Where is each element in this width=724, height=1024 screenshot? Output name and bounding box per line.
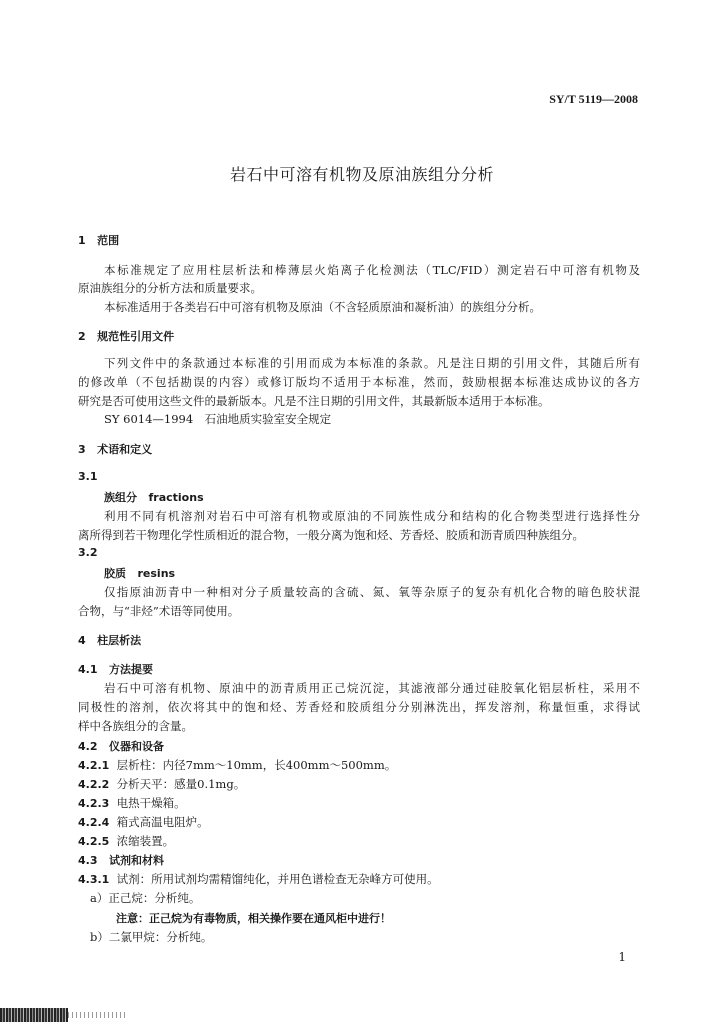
term-name: 族组分 fractions (104, 491, 204, 504)
subsection-heading: 4.1 方法提要 (78, 663, 153, 676)
list-item: 4.2.4 箱式高温电阻炉。 (78, 815, 209, 829)
term-name: 胶质 resins (104, 567, 176, 580)
term-number: 3.2 (78, 546, 98, 559)
term-number: 3.1 (78, 470, 98, 483)
subsection-heading: 4.3 试剂和材料 (78, 854, 164, 867)
paragraph-line: 本标准规定了应用柱层析法和棒薄层火焰离子化检测法（TLC/FID）测定岩石中可溶有机物及 (104, 263, 640, 277)
list-item: 4.3.1 试剂：所用试剂均需精馏纯化，并用色谱检查无杂峰方可使用。 (78, 872, 439, 886)
safety-note: 注意：正己烷为有毒物质，相关操作要在通风柜中进行！ (116, 912, 391, 925)
paragraph-line: 仅指原油沥青中一种相对分子质量较高的含硫、氮、氧等杂原子的复杂有机化合物的暗色胶状混 (104, 585, 640, 599)
paragraph-line: 样中各族组分的含量。 (78, 719, 193, 733)
scan-artifact (0, 1008, 68, 1022)
paragraph-line: 的修改单（不包括勘误的内容）或修订版均不适用于本标准，然而，鼓励根据本标准达成协议的各方 (78, 375, 640, 389)
paragraph-line: 岩石中可溶有机物、原油中的沥青质用正己烷沉淀，其滤液部分通过硅胶氧化铝层析柱，采用不 (104, 681, 640, 695)
list-item: 4.2.2 分析天平：感量0.1mg。 (78, 777, 246, 791)
reagent-item: b）二氯甲烷：分析纯。 (90, 930, 213, 944)
section-3-heading: 3 术语和定义 (78, 443, 153, 456)
scan-artifact (68, 1012, 128, 1018)
subsection-heading: 4.2 仪器和设备 (78, 740, 164, 753)
list-item: 4.2.1 层析柱：内径7mm～10mm，长400mm～500mm。 (78, 758, 397, 772)
paragraph-line: 利用不同有机溶剂对岩石中可溶有机物或原油的不同族性成分和结构的化合物类型进行选择性分 (104, 509, 640, 523)
paragraph-line: 本标准适用于各类岩石中可溶有机物及原油（不含轻质原油和凝析油）的族组分分析。 (104, 300, 541, 314)
section-1-heading: 1 范围 (78, 234, 120, 247)
paragraph-line: 下列文件中的条款通过本标准的引用而成为本标准的条款。凡是注日期的引用文件，其随后所有 (104, 356, 640, 370)
paragraph-line: 合物，与“非烃”术语等同使用。 (78, 604, 240, 618)
page-number: 1 (618, 950, 626, 964)
page-title: 岩石中可溶有机物及原油族组分分析 (229, 165, 494, 184)
reagent-item: a）正己烷：分析纯。 (90, 891, 201, 905)
standard-code: SY/T 5119—2008 (549, 92, 638, 106)
paragraph-line: 原油族组分的分析方法和质量要求。 (78, 281, 262, 295)
section-2-heading: 2 规范性引用文件 (78, 330, 175, 343)
paragraph-line: 同极性的溶剂，依次将其中的饱和烃、芳香烃和胶质组分分别淋洗出，挥发溶剂，称量恒重，求得试 (78, 700, 640, 714)
paragraph-line: 研究是否可使用这些文件的最新版本。凡是不注日期的引用文件，其最新版本适用于本标准。 (78, 394, 550, 408)
list-item: 4.2.5 浓缩装置。 (78, 834, 175, 848)
list-item: 4.2.3 电热干燥箱。 (78, 796, 186, 810)
paragraph-line: 离所得到若干物理化学性质相近的混合物，一般分离为饱和烃、芳香烃、胶质和沥青质四种族组分。 (78, 528, 584, 542)
normative-reference: SY 6014—1994 石油地质实验室安全规定 (104, 412, 332, 426)
section-4-heading: 4 柱层析法 (78, 634, 142, 647)
